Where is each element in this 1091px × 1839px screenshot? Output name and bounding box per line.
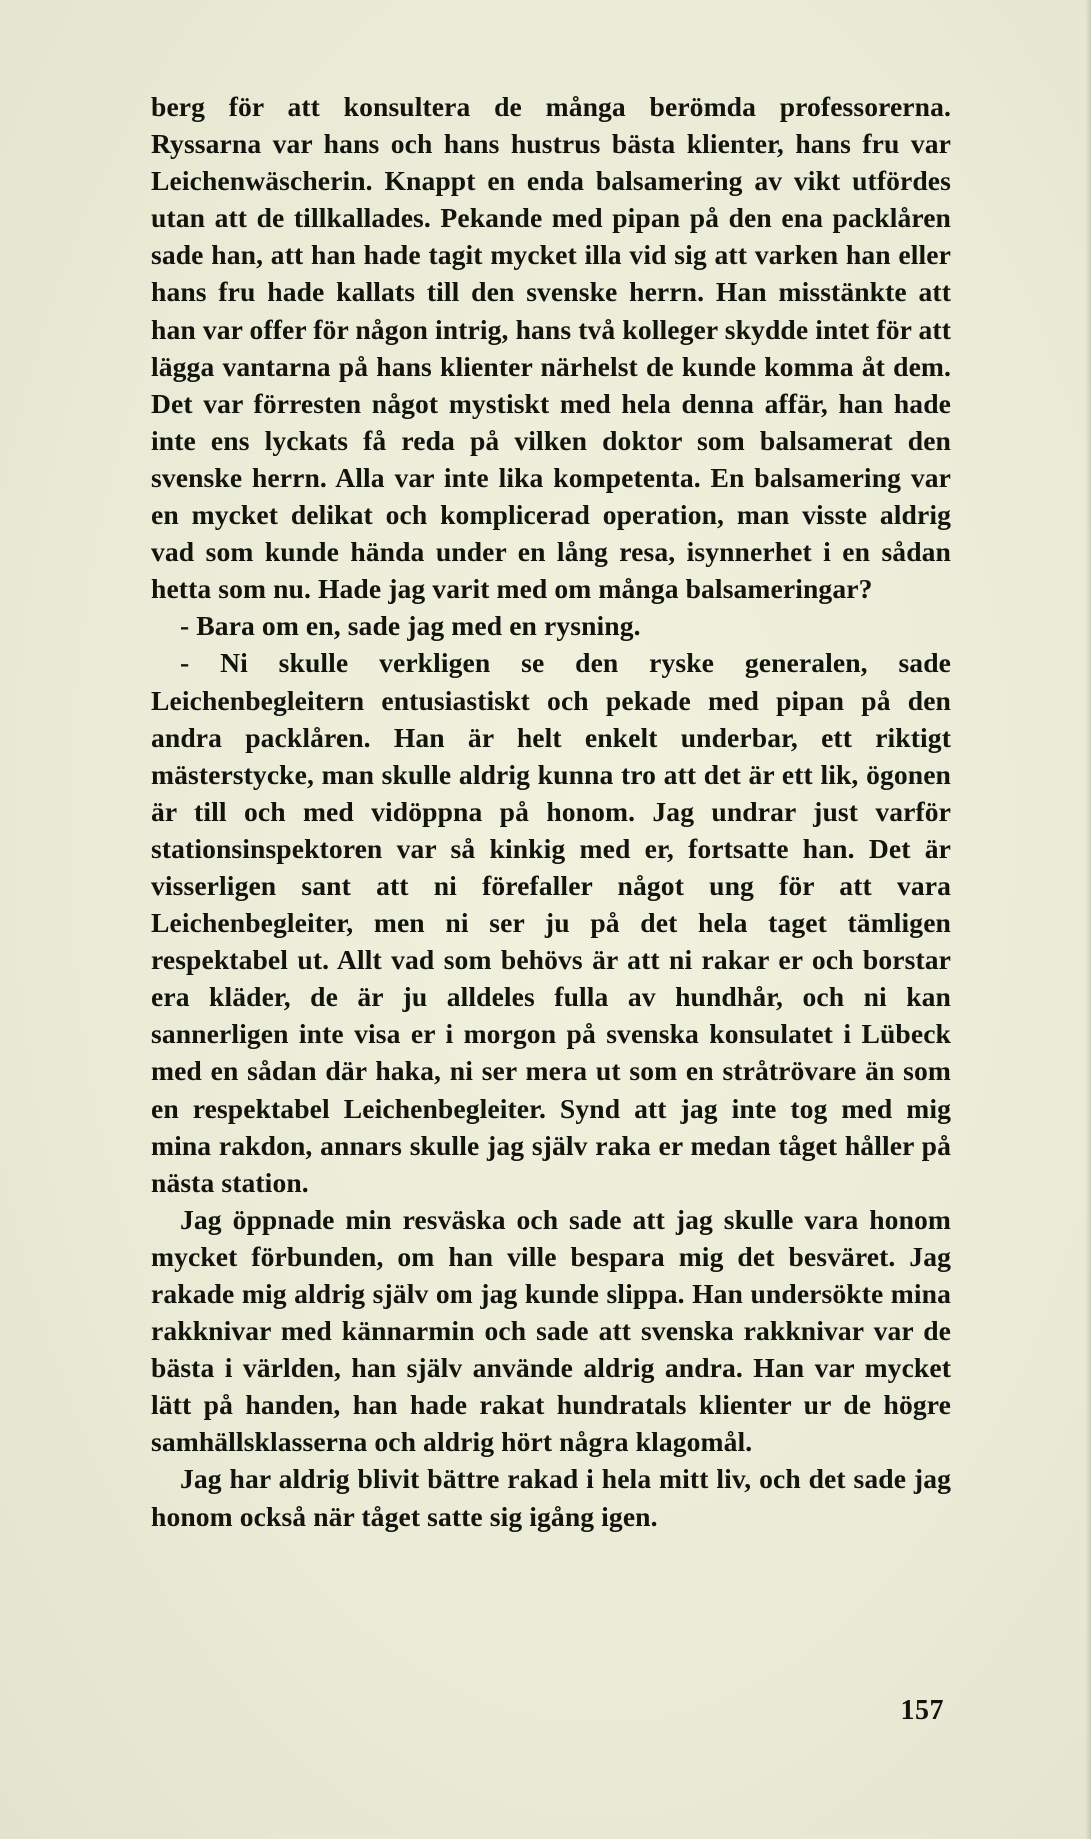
paragraph-4: Jag öppnade min resväska och sade att jag skulle vara honom mycket förbunden, om han ville bespara mig det besväret. Jag rakade mig aldrig själv om jag kunde slippa. Han undersökte mina rakknivar med kännarmin och sade att svenska rakknivar var de bästa i världen, han själv använde aldrig andra. Han var mycket lätt på handen, han hade rakat hundratals klienter ur de högre samhällsklasserna och aldrig hört några klagomål. <box>151 1203 951 1458</box>
paragraph-1: berg för att konsultera de många berömda professorerna. Ryssarna var hans och hans hustrus bästa klienter, hans fru var Leichenwäscherin. Knappt en enda balsamering av vikt utfördes utan att de tillkallades. Pekande med pipan på den ena packlåren sade han, att han hade tagit mycket illa vid sig att varken han eller hans fru hade kallats till den svenske herrn. Han misstänkte att han var offer för någon intrig, hans två kolleger skydde intet för att lägga vantarna på hans klienter närhelst de kunde komma åt dem. Det var förresten något mystiskt med hela denna affär, han hade inte ens lyckats få reda på vilken doktor som balsamerat den svenske herrn. Alla var inte lika kompetenta. En balsamering var en mycket delikat och komplicerad operation, man visste aldrig vad som kunde hända under en lång resa, isynnerhet i en sådan hetta som nu. Hade jag varit med om många balsameringar? <box>151 91 951 605</box>
page-edge <box>1085 0 1091 1839</box>
paragraph-2: - Bara om en, sade jag med en rysning. <box>180 610 641 642</box>
paragraph-5: Jag har aldrig blivit bättre rakad i hela mitt liv, och det sade jag honom också när tåget satte sig igång igen. <box>151 1463 951 1532</box>
body-text <box>151 88 951 1535</box>
paragraph-3: - Ni skulle verkligen se den ryske generalen, sade Leichenbegleitern entusiastiskt och pekade med pipan på den andra packlåren. Han är helt enkelt underbar, ett riktigt mästerstycke, man skulle aldrig kunna tro att det är ett lik, ögonen är till och med vidöppna på honom. Jag undrar just varför stationsinspektoren var så kinkig med er, fortsatte han. Det är visserligen sant att ni förefaller något ung för att vara Leichenbegleiter, men ni ser ju på det hela taget tämligen respektabel ut. Allt vad som behövs är att ni rakar er och borstar era kläder, de är ju alldeles fulla av hundhår, och ni kan sannerligen inte visa er i morgon på svenska konsulatet i Lübeck med en sådan där haka, ni ser mera ut som en stråtrövare än som en respektabel Leichenbegleiter. Synd att jag inte tog med mig mina rakdon, annars skulle jag själv raka er medan tåget håller på nästa station. <box>151 647 951 1198</box>
page-number: 157 <box>900 1695 944 1726</box>
